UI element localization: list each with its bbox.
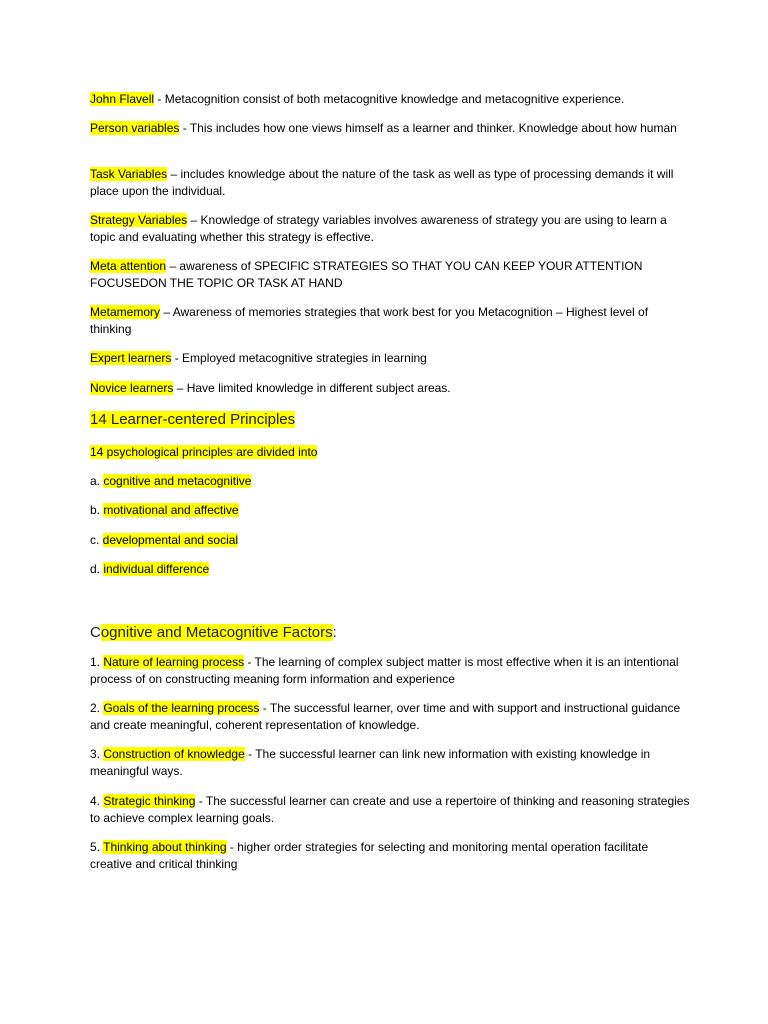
definition-strategy-variables — [90, 212, 690, 246]
item-prefix: b. — [90, 503, 104, 517]
definition-text: Have limited knowledge in different subject areas. — [186, 381, 451, 395]
principle-item — [90, 473, 690, 490]
definition-text: includes knowledge about the nature of the task as well as type of processing demands it will place upon the individual. — [90, 167, 674, 198]
factor-item — [90, 700, 690, 734]
highlighted-term: John Flavell — [90, 92, 155, 106]
definition-text: Awareness of memories strategies that work best for you Metacognition – Highest level of thinking — [90, 305, 649, 336]
item-prefix: a. — [90, 474, 104, 488]
definition-text: awareness of SPECIFIC STRATEGIES SO THAT YOU CAN KEEP YOUR ATTENTION FOCUSEDON THE TOPIC OR TASK AT HAND — [90, 259, 643, 290]
item-number: 1. — [90, 655, 104, 669]
separator: - — [259, 701, 270, 715]
heading-text: 14 Learner-centered Principles — [90, 411, 296, 428]
item-number: 3. — [90, 747, 104, 761]
separator: - — [244, 747, 256, 761]
intro-text: 14 psychological principles are divided into — [90, 445, 318, 459]
separator: - — [171, 351, 183, 365]
definition-text: This includes how one views himself as a learner and thinker. Knowledge about how human — [189, 121, 677, 135]
factor-text: The successful learner, over time and with support and instructional guidance and create meaningful, coherent representation of knowledge. — [90, 701, 681, 732]
highlighted-term: Task Variables — [90, 167, 168, 181]
separator: – — [173, 381, 187, 395]
principles-heading — [90, 410, 690, 429]
item-label: motivational and affective — [103, 503, 239, 517]
highlighted-term: Novice learners — [90, 381, 174, 395]
separator: - — [154, 92, 165, 106]
factors-heading — [90, 623, 690, 642]
highlighted-term: Strategic thinking — [103, 794, 196, 808]
item-label: individual difference — [103, 562, 210, 576]
factor-item — [90, 839, 690, 873]
definition-expert-learners — [90, 350, 690, 367]
heading-initial: C — [90, 624, 101, 641]
factor-text: higher order strategies for selecting and monitoring mental operation facilitate creative and critical thinking — [90, 840, 649, 871]
highlighted-term: Metamemory — [90, 305, 161, 319]
highlighted-term: Goals of the learning process — [103, 701, 260, 715]
principle-item — [90, 502, 690, 519]
item-prefix: d. — [90, 562, 104, 576]
item-prefix: c. — [90, 533, 103, 547]
item-number: 4. — [90, 794, 104, 808]
highlighted-term: Nature of learning process — [103, 655, 245, 669]
definition-metamemory — [90, 304, 690, 338]
highlighted-term: Person variables — [90, 121, 180, 135]
item-number: 2. — [90, 701, 104, 715]
highlighted-term: Thinking about thinking — [103, 840, 227, 854]
definition-novice-learners — [90, 380, 690, 397]
highlighted-term: Meta attention — [90, 259, 167, 273]
factor-item — [90, 654, 690, 688]
highlighted-term: Strategy Variables — [90, 213, 188, 227]
definition-person-variables — [90, 120, 690, 137]
highlighted-term: Expert learners — [90, 351, 172, 365]
factor-item — [90, 746, 690, 780]
separator: – — [166, 259, 180, 273]
separator: – — [187, 213, 201, 227]
definition-task-variables — [90, 166, 690, 200]
definition-john-flavell — [90, 91, 690, 108]
definition-meta-attention — [90, 258, 690, 292]
separator: – — [167, 167, 181, 181]
item-label: cognitive and metacognitive — [103, 474, 252, 488]
factor-text: The learning of complex subject matter is most effective when it is an intentional process of on constructing meaning form information and experience — [90, 655, 679, 686]
factor-text: The successful learner can create and use a repertoire of thinking and reasoning strategies to achieve complex learning goals. — [90, 794, 690, 825]
separator: - — [226, 840, 238, 854]
separator: – — [160, 305, 173, 319]
separator: - — [179, 121, 190, 135]
separator: - — [244, 655, 255, 669]
principles-intro — [90, 444, 690, 461]
definition-text: Knowledge of strategy variables involves awareness of strategy you are using to learn a topic and evaluating whether this strategy is effective. — [90, 213, 667, 244]
factor-item — [90, 793, 690, 827]
heading-colon: : — [332, 624, 337, 641]
item-label: developmental and social — [102, 533, 239, 547]
factor-text: The successful learner can link new information with existing knowledge in meaningful ways. — [90, 747, 651, 778]
definition-text: Employed metacognitive strategies in learning — [182, 351, 427, 365]
definition-text: Metacognition consist of both metacognitive knowledge and metacognitive experience. — [164, 92, 625, 106]
highlighted-term: Construction of knowledge — [103, 747, 245, 761]
heading-text: ognitive and Metacognitive Factors — [100, 624, 333, 641]
principle-item — [90, 561, 690, 578]
separator: - — [195, 794, 206, 808]
principle-item — [90, 532, 690, 549]
item-number: 5. — [90, 840, 104, 854]
